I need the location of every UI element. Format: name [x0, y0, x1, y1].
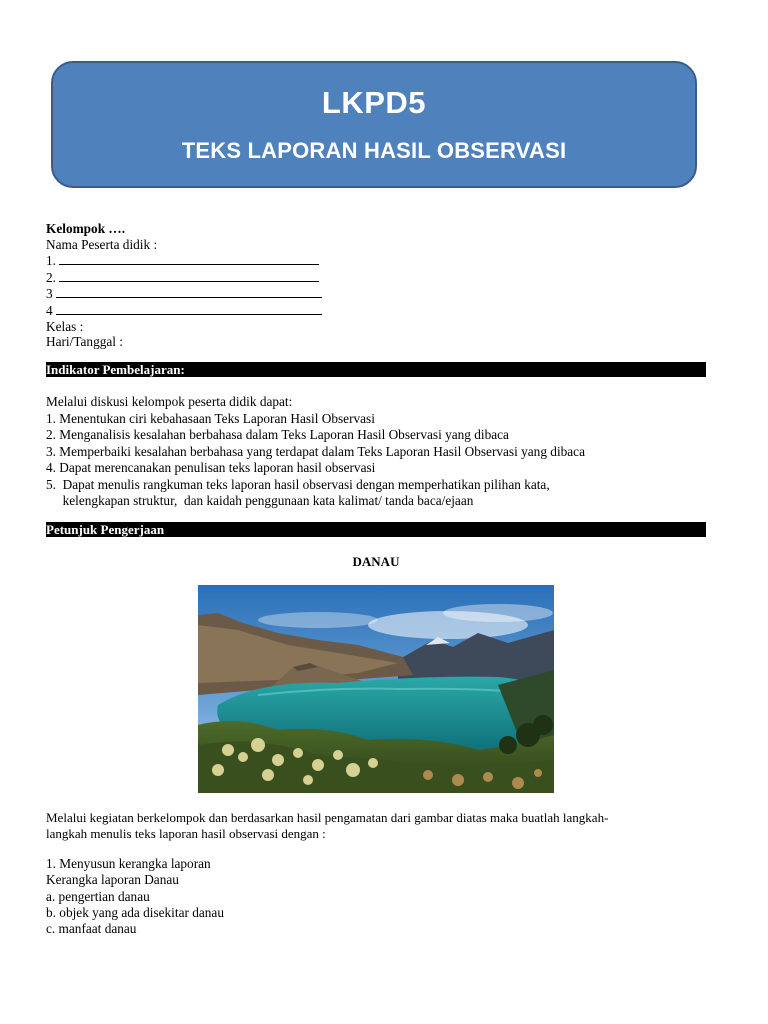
indicator-item: 1. Menentukan ciri kebahasaan Teks Laporan Hasil Observasi: [46, 410, 375, 426]
blank-line: [59, 269, 319, 282]
lake-landscape-image: [198, 585, 554, 793]
indicator-item: kelengkapan struktur, dan kaidah penggunaan kata kalimat/ tanda baca/ejaan: [46, 493, 474, 508]
participant-line-3: 3: [46, 285, 322, 302]
group-label: Kelompok ….: [46, 221, 126, 236]
participant-line-4: 4: [46, 302, 322, 319]
step-item: a. pengertian danau: [46, 888, 150, 904]
participant-line-1: 1.: [46, 252, 322, 269]
indicator-item: 4. Dapat merencanakan penulisan teks laporan hasil observasi: [46, 460, 376, 475]
participants-label: Nama Peserta didik :: [46, 236, 158, 252]
indicators-intro: Melalui diskusi kelompok peserta didik dapat:: [46, 394, 293, 409]
paragraph-line: Melalui kegiatan berkelompok dan berdasarkan hasil pengamatan dari gambar diatas maka buatlah langkah-: [46, 810, 609, 825]
document-subtitle: TEKS LAPORAN HASIL OBSERVASI: [181, 138, 567, 163]
instructions-heading: Petunjuk Pengerjaan: [46, 522, 706, 537]
paragraph-line: langkah menulis teks laporan hasil observasi dengan :: [46, 825, 326, 841]
indicator-item: 3. Memperbaiki kesalahan berbahasa yang terdapat dalam Teks Laporan Hasil Observasi yang dibaca: [46, 443, 585, 459]
class-label: Kelas :: [46, 318, 84, 334]
step-item: Kerangka laporan Danau: [46, 872, 179, 888]
photo-title: DANAU: [352, 554, 400, 569]
lake-photo: [198, 585, 554, 793]
date-label: Hari/Tanggal :: [46, 334, 123, 350]
step-item: 1. Menyusun kerangka laporan: [46, 856, 211, 871]
title-banner: [51, 61, 697, 188]
document-title: LKPD5: [321, 85, 427, 120]
instruction-paragraph: [46, 810, 608, 841]
participant-line-2: 2.: [46, 269, 322, 286]
blank-line: [59, 252, 319, 265]
indicator-item: 5. Dapat menulis rangkuman teks laporan hasil observasi dengan memperhatikan pilihan kata,: [46, 476, 550, 492]
identity-block: [46, 221, 322, 350]
step-item: c. manfaat danau: [46, 921, 137, 937]
steps-block: [46, 856, 224, 937]
blank-line: [56, 302, 322, 315]
step-item: b. objek yang ada disekitar danau: [46, 904, 224, 920]
indicators-block: [46, 394, 585, 510]
indicator-item: 2. Menganalisis kesalahan berbahasa dalam Teks Laporan Hasil Observasi yang dibaca: [46, 427, 509, 442]
blank-line: [56, 285, 322, 298]
indicators-heading: Indikator Pembelajaran:: [46, 362, 706, 377]
